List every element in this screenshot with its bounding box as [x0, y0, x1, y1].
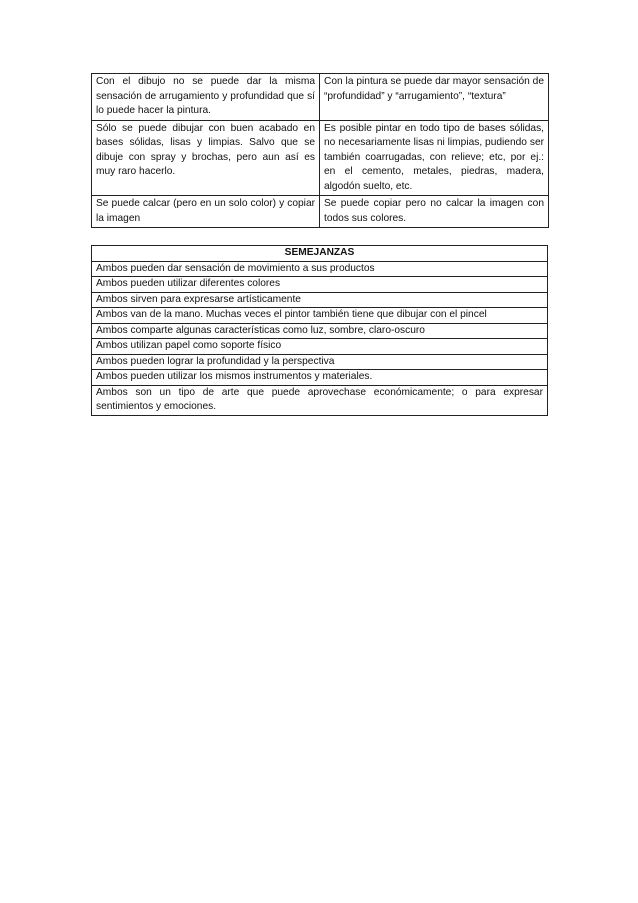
similarity-item: Ambos pueden utilizar diferentes colores: [92, 277, 548, 293]
table-row: [92, 370, 548, 386]
painting-cell: Es posible pintar en todo tipo de bases sólidas, no necesariamente lisas ni limpias, pudiendo ser también coarrugadas, con relieve; etc, por ej.: en el cemento, metales, piedras, madera, algodón suelto, etc.: [320, 120, 549, 196]
table-row: [92, 292, 548, 308]
drawing-cell: Se puede calcar (pero en un solo color) y copiar la imagen: [92, 196, 320, 228]
painting-cell: Se puede copiar pero no calcar la imagen con todos sus colores.: [320, 196, 549, 228]
table-row: [92, 196, 549, 228]
similarity-item: Ambos utilizan papel como soporte físico: [92, 339, 548, 355]
table-row: [92, 308, 548, 324]
similarity-item: Ambos pueden dar sensación de movimiento a sus productos: [92, 261, 548, 277]
table-row: [92, 354, 548, 370]
painting-cell: Con la pintura se puede dar mayor sensación de “profundidad” y “arrugamiento”, “textura”: [320, 74, 549, 121]
table-row: [92, 120, 549, 196]
similarity-item: Ambos son un tipo de arte que puede aprovechase económicamente; o para expresar sentimientos y emociones.: [92, 385, 548, 415]
table-row: [92, 323, 548, 339]
similarities-table: [91, 245, 548, 416]
table-row: [92, 277, 548, 293]
similarities-title: SEMEJANZAS: [92, 246, 548, 262]
comparison-table: [91, 73, 549, 228]
drawing-cell: Sólo se puede dibujar con buen acabado en bases sólidas, lisas y limpias. Salvo que se dibuje con spray y brochas, pero aun así es muy raro hacerlo.: [92, 120, 320, 196]
table-row: [92, 339, 548, 355]
similarity-item: Ambos van de la mano. Muchas veces el pintor también tiene que dibujar con el pincel: [92, 308, 548, 324]
table-header-row: [92, 246, 548, 262]
similarity-item: Ambos pueden lograr la profundidad y la perspectiva: [92, 354, 548, 370]
table-row: [92, 74, 549, 121]
table-row: [92, 385, 548, 415]
similarity-item: Ambos pueden utilizar los mismos instrumentos y materiales.: [92, 370, 548, 386]
table-row: [92, 261, 548, 277]
drawing-cell: Con el dibujo no se puede dar la misma sensación de arrugamiento y profundidad que sí lo puede hacer la pintura.: [92, 74, 320, 121]
similarity-item: Ambos comparte algunas características como luz, sombre, claro-oscuro: [92, 323, 548, 339]
similarity-item: Ambos sirven para expresarse artísticamente: [92, 292, 548, 308]
